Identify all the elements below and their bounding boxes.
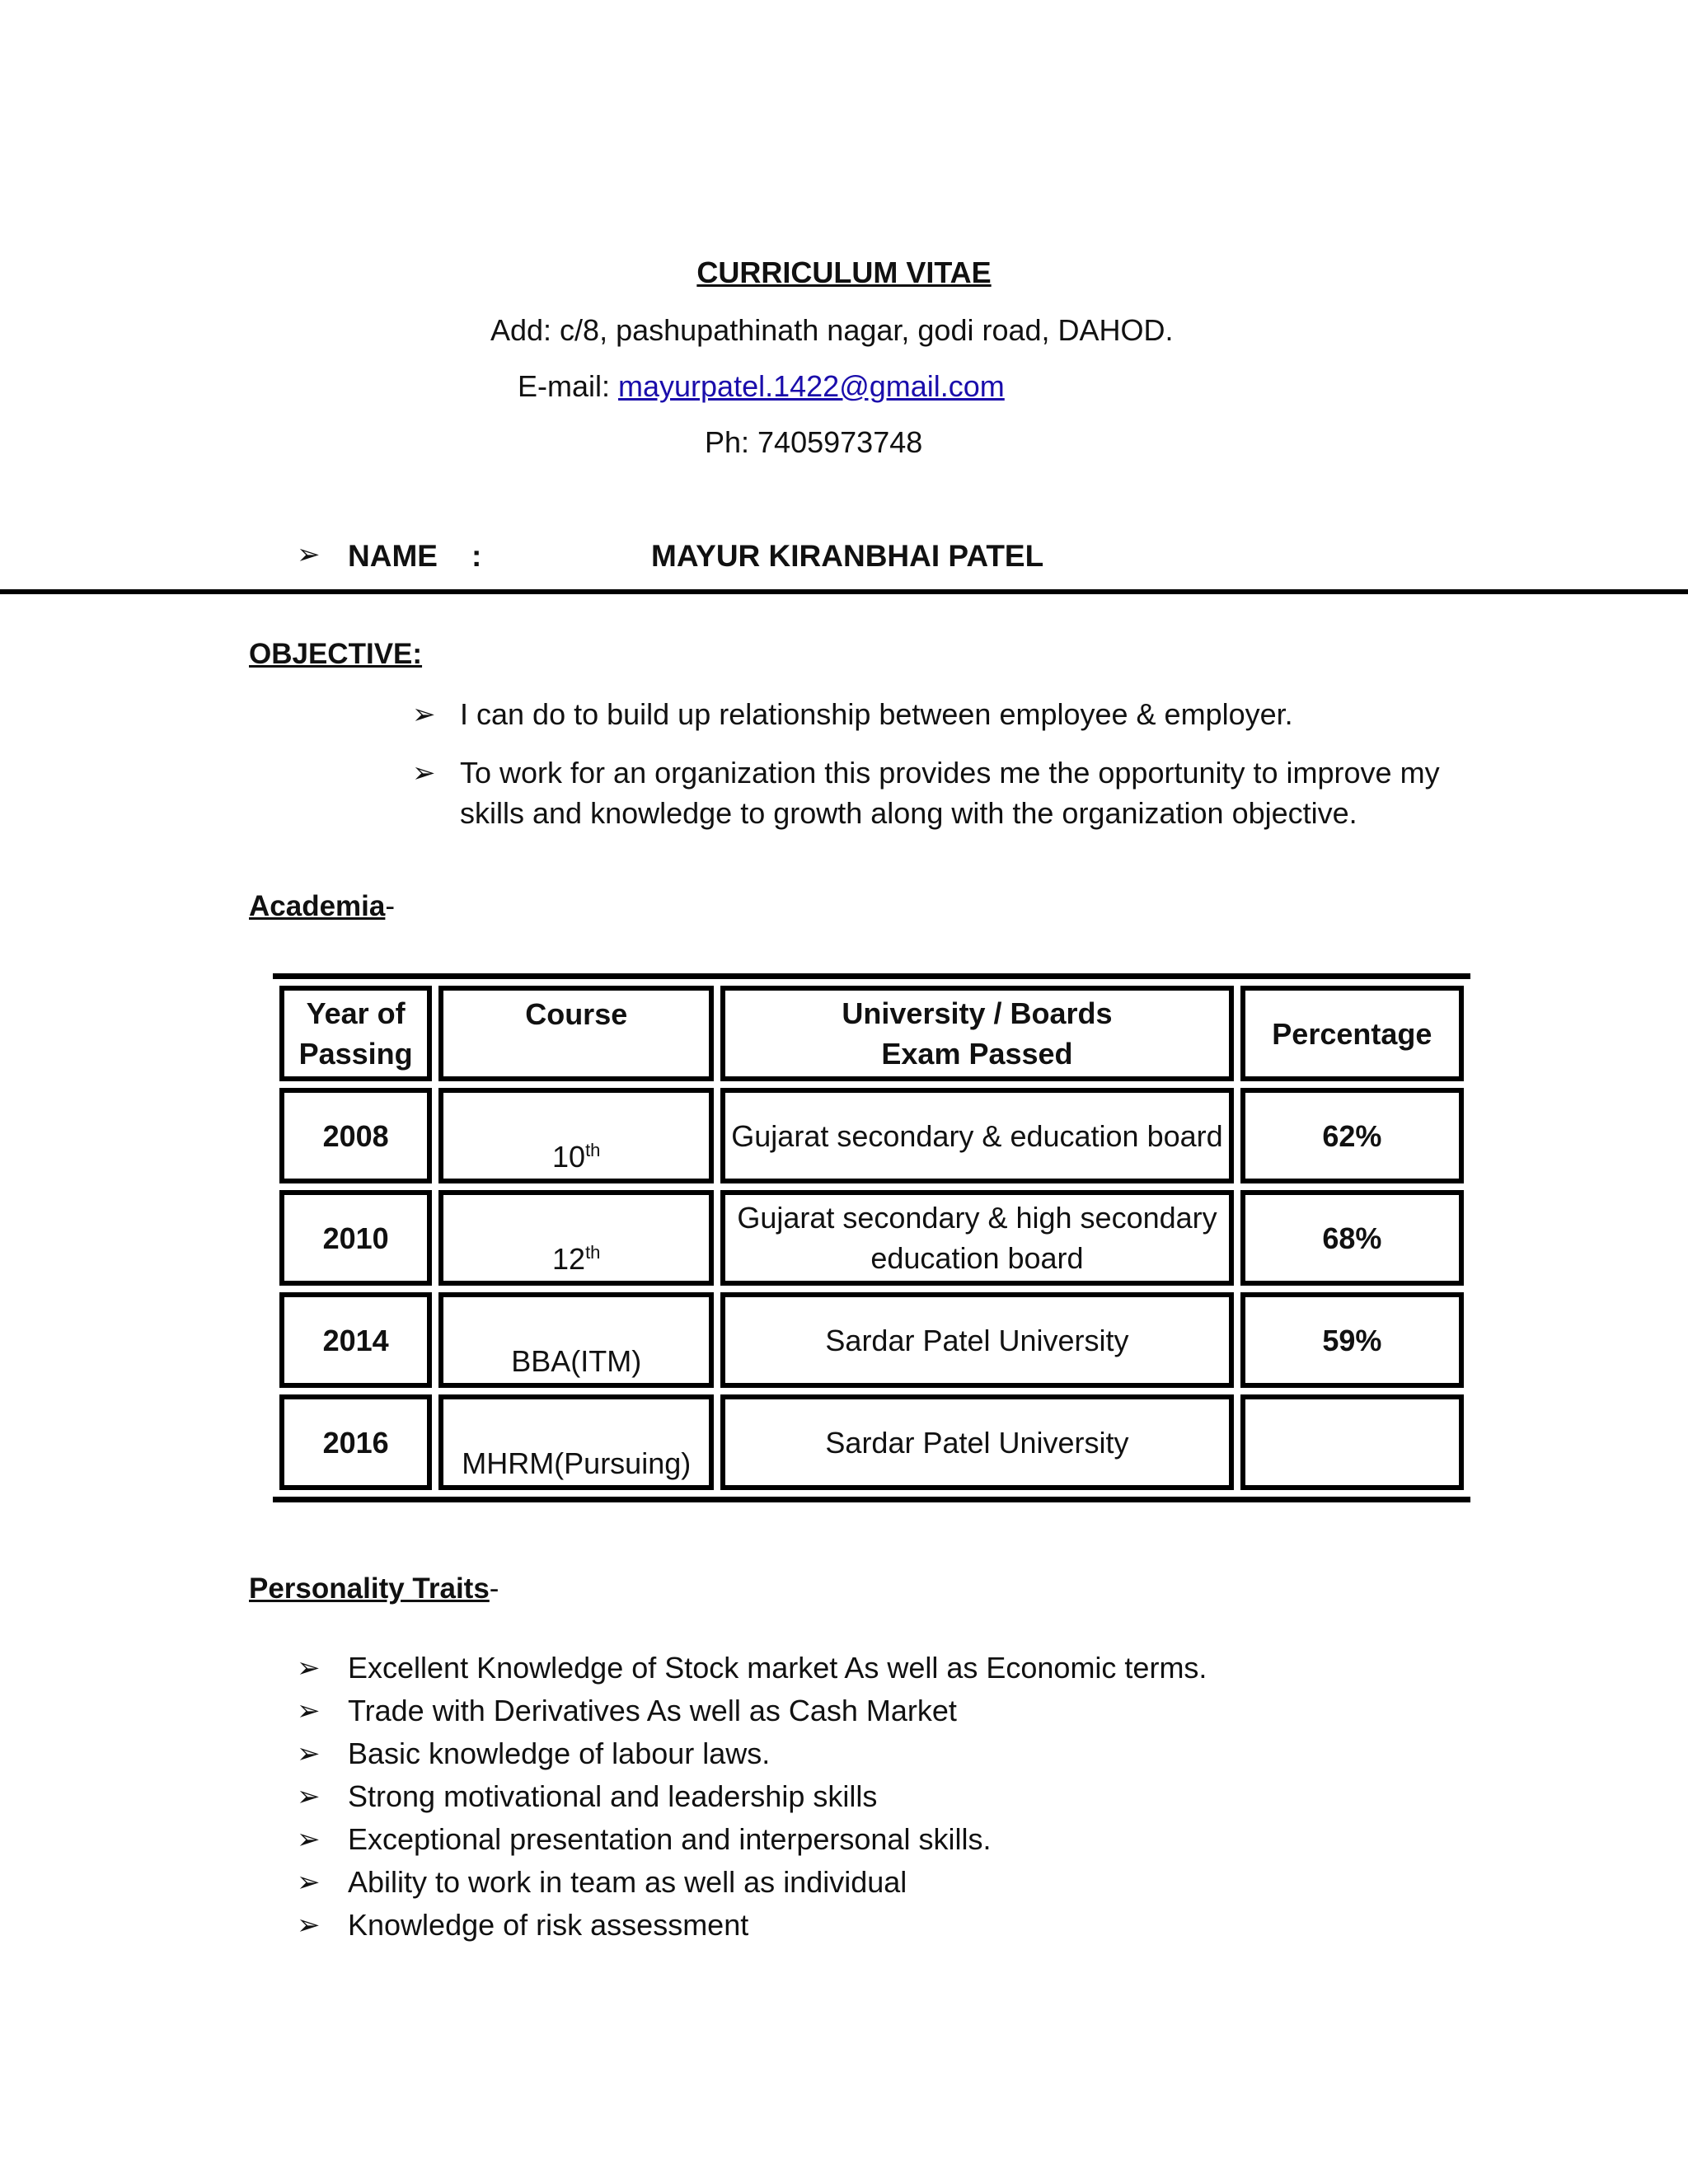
- trait-text: Excellent Knowledge of Stock market As well as Economic terms.: [348, 1651, 1207, 1685]
- arrowhead-bullet-icon: ➢: [297, 539, 321, 570]
- list-item: [297, 1647, 1533, 1690]
- personality-list: [297, 1647, 1533, 1947]
- cell-university: Gujarat secondary & high secondary education board: [720, 1190, 1233, 1286]
- arrowhead-bullet-icon: ➢: [297, 1867, 321, 1898]
- email-link[interactable]: mayurpatel.1422@gmail.com: [618, 369, 1005, 403]
- cell-percentage: 68%: [1240, 1190, 1464, 1286]
- table-row: [279, 1088, 1464, 1183]
- email-line: [518, 369, 1005, 404]
- candidate-name: MAYUR KIRANBHAI PATEL: [651, 539, 1044, 573]
- cell-university: Sardar Patel University: [720, 1292, 1233, 1388]
- column-header-course: Course: [438, 986, 714, 1081]
- trait-text: Strong motivational and leadership skills: [348, 1779, 878, 1813]
- table-row: [279, 1394, 1464, 1490]
- cell-course: MHRM(Pursuing): [438, 1394, 714, 1490]
- list-item: [297, 1861, 1533, 1904]
- address-line: Add: c/8, pashupathinath nagar, godi road, DAHOD.: [490, 313, 1174, 347]
- objective-heading: OBJECTIVE:: [249, 638, 423, 670]
- cell-university: Sardar Patel University: [720, 1394, 1233, 1490]
- arrowhead-bullet-icon: ➢: [412, 757, 436, 789]
- arrowhead-bullet-icon: ➢: [297, 1695, 321, 1727]
- trait-text: Ability to work in team as well as individual: [348, 1865, 907, 1899]
- list-item: [297, 1904, 1533, 1947]
- email-label: E-mail:: [518, 369, 619, 403]
- column-header-percentage: Percentage: [1240, 986, 1464, 1081]
- objective-list: [412, 694, 1467, 851]
- table-row: [279, 1292, 1464, 1388]
- cell-percentage: 59%: [1240, 1292, 1464, 1388]
- arrowhead-bullet-icon: ➢: [297, 1824, 321, 1855]
- column-header-university: University / Boards Exam Passed: [720, 986, 1233, 1081]
- arrowhead-bullet-icon: ➢: [412, 699, 436, 730]
- list-item: [297, 1775, 1533, 1818]
- table-header-row: [279, 986, 1464, 1081]
- cell-year: 2014: [279, 1292, 432, 1388]
- document-title: CURRICULUM VITAE: [696, 255, 992, 289]
- academia-heading: Academia-: [249, 890, 396, 922]
- table-row: [279, 1190, 1464, 1286]
- name-colon: :: [471, 539, 482, 573]
- objective-text: To work for an organization this provides me the opportunity to improve my skills and knowledge to growth along with the organization objective.: [460, 756, 1440, 830]
- list-item: [412, 694, 1467, 734]
- column-header-year: Year of Passing: [279, 986, 432, 1081]
- academia-table-frame: [273, 973, 1470, 1502]
- cell-year: 2010: [279, 1190, 432, 1286]
- name-label: NAME: [348, 539, 438, 573]
- horizontal-divider: [0, 589, 1688, 594]
- personality-heading: Personality Traits-: [249, 1572, 499, 1605]
- academia-table: [273, 979, 1470, 1497]
- list-item: [297, 1732, 1533, 1775]
- arrowhead-bullet-icon: ➢: [297, 1910, 321, 1941]
- trait-text: Basic knowledge of labour laws.: [348, 1736, 771, 1770]
- arrowhead-bullet-icon: ➢: [297, 1652, 321, 1684]
- cell-percentage: 62%: [1240, 1088, 1464, 1183]
- list-item: [297, 1690, 1533, 1732]
- trait-text: Knowledge of risk assessment: [348, 1908, 749, 1942]
- trait-text: Trade with Derivatives As well as Cash Market: [348, 1694, 957, 1727]
- cell-course: 12th: [438, 1190, 714, 1286]
- phone-line: Ph: 7405973748: [705, 425, 923, 459]
- arrowhead-bullet-icon: ➢: [297, 1781, 321, 1812]
- objective-text: I can do to build up relationship between employee & employer.: [460, 697, 1293, 731]
- list-item: [412, 752, 1467, 833]
- cell-university: Gujarat secondary & education board: [720, 1088, 1233, 1183]
- cell-course: 10th: [438, 1088, 714, 1183]
- cell-course: BBA(ITM): [438, 1292, 714, 1388]
- trait-text: Exceptional presentation and interpersonal skills.: [348, 1822, 992, 1856]
- list-item: [297, 1818, 1533, 1861]
- cell-year: 2008: [279, 1088, 432, 1183]
- cell-year: 2016: [279, 1394, 432, 1490]
- arrowhead-bullet-icon: ➢: [297, 1738, 321, 1769]
- cell-percentage: [1240, 1394, 1464, 1490]
